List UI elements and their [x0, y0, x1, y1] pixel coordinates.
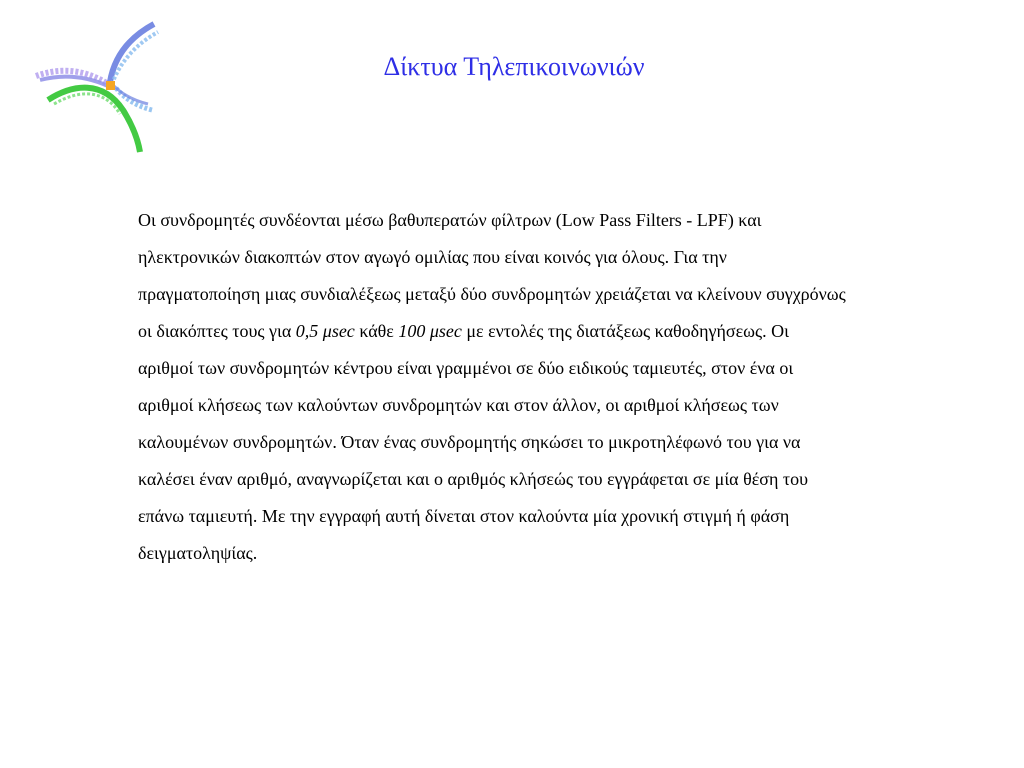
body-italic-duration: 0,5 μsec: [295, 321, 355, 341]
star-burst-logo-icon: [28, 18, 168, 158]
body-text-part-3: με εντολές της διατάξεως καθοδηγήσεως. Οι αριθμοί των συνδρομητών κέντρου είναι γραμμένοι σε δύο ειδικούς ταμιευτές, στον ένα οι αριθμοί κλήσεως των καλούντων συνδρομητών και στον άλλον, οι αριθμοί κλήσεως των καλουμένων συνδρομητών. Όταν ένας συνδρομητής σηκώσει το μικροτηλέφωνό του για να καλέσει έναν αριθμό, αναγνωρίζεται και ο αριθμός κλήσεώς του εγγράφεται σε μία θέση του επάνω ταμιευτή. Με την εγγραφή αυτή δίνεται στον καλούντα μία χρονική στιγμή ή φάση δειγματοληψίας.: [138, 321, 809, 563]
body-italic-period: 100 μsec: [398, 321, 462, 341]
body-paragraph: [138, 202, 848, 572]
body-text-part-2: κάθε: [354, 321, 399, 341]
slide-title: Δίκτυα Τηλεπικοινωνιών: [383, 52, 645, 81]
body-text-part-1: Οι συνδρομητές συνδέονται μέσω βαθυπερατών φίλτρων (Low Pass Filters - LPF) και ηλεκτρονικών διακοπτών στον αγωγό ομιλίας που είναι κοινός για όλους. Για την πραγματοποίηση μιας συνδιαλέξεως μεταξύ δύο συνδρομητών χρειάζεται να κλείνουν συγχρόνως οι διακόπτες τους για: [138, 210, 846, 341]
